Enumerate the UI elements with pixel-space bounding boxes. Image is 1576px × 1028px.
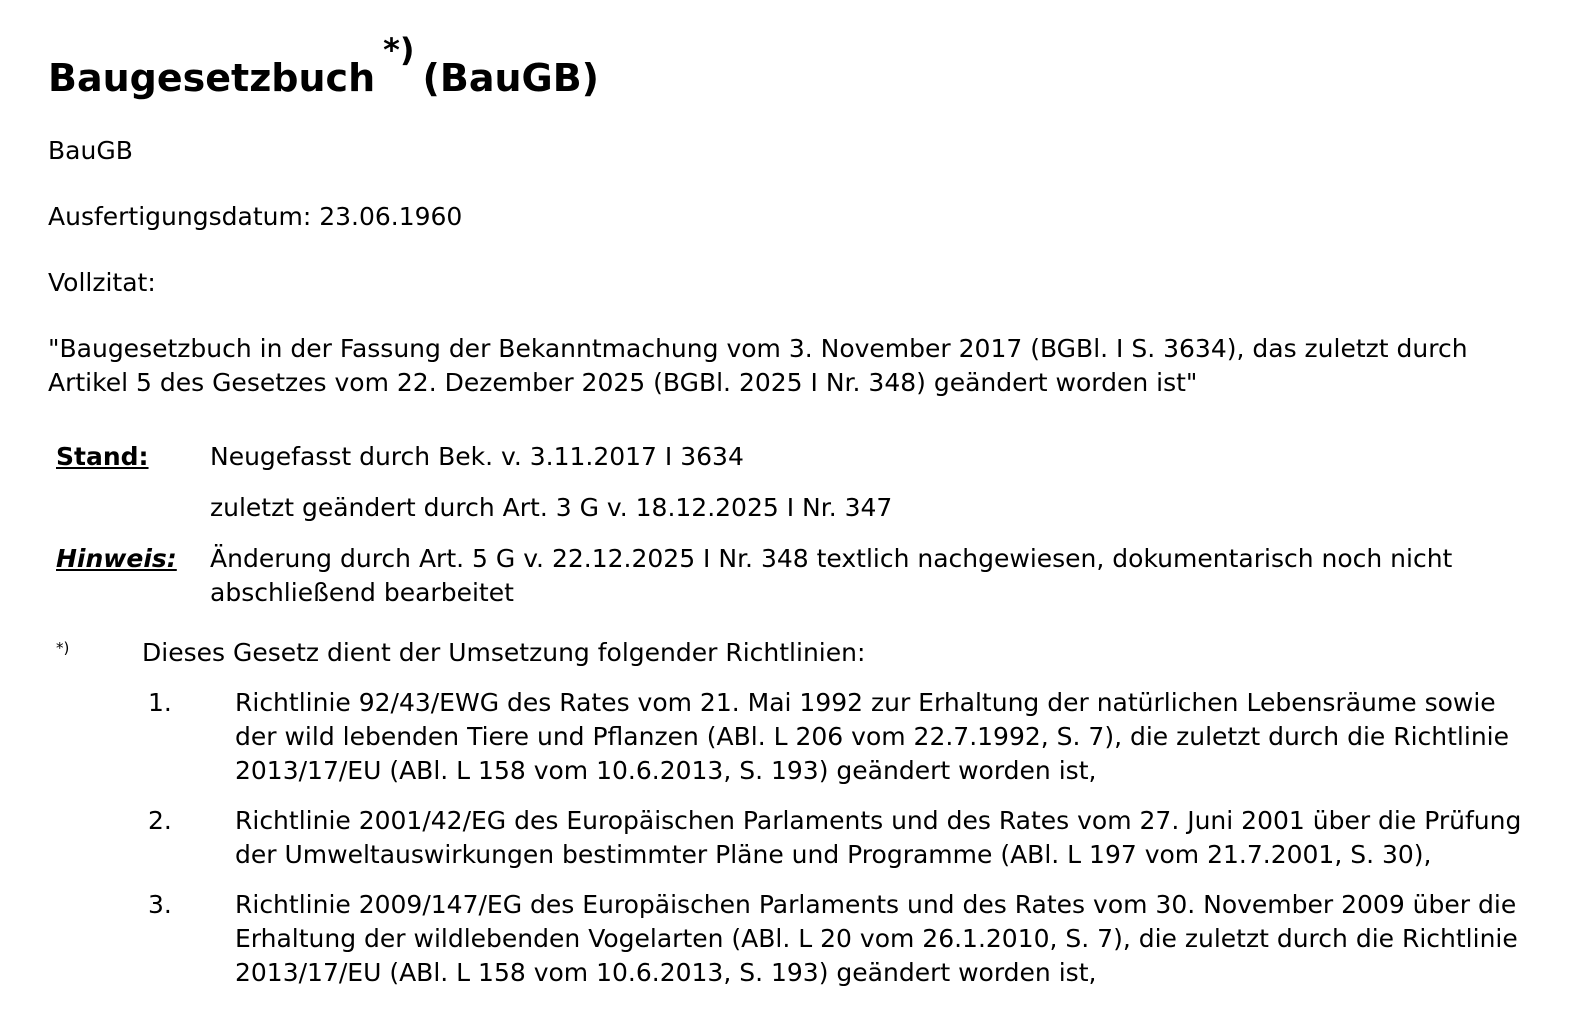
list-item-text: Richtlinie 2009/147/EG des Europäischen Parlaments und des Rates vom 30. November 2009 über die Erhaltung der wildlebenden Vogelarten (ABl. L 20 vom 26.1.2010, S. 7), die zuletzt durch die Richtlinie 2013/17/EU (ABl. L 158 vom 10.6.2013, S. 193) geändert worden ist, [235, 890, 1518, 987]
list-item-number: 3. [148, 890, 172, 919]
list-item-number: 2. [148, 806, 172, 835]
title-abbreviation: (BauGB) [422, 56, 600, 100]
hinweis-label: Hinweis: [56, 544, 177, 573]
stand-row-2 [56, 474, 1528, 525]
hinweis-text: Änderung durch Art. 5 G v. 22.12.2025 I Nr. 348 textlich nachgewiesen, dokumentarisch noch nicht abschließend bearbeitet [210, 544, 1453, 607]
footnote-marker: *) [56, 639, 70, 657]
list-item-text: Richtlinie 92/43/EWG des Rates vom 21. Mai 1992 zur Erhaltung der natürlichen Lebensräume sowie der wild lebenden Tiere und Pflanzen (ABl. L 206 vom 22.7.1992, S. 7), die zuletzt durch die Richtlinie 2013/17/EU (ABl. L 158 vom 10.6.2013, S. 193) geändert worden ist, [235, 688, 1509, 785]
stand-row [56, 440, 1528, 474]
document-title [48, 0, 1528, 126]
hinweis-row [56, 525, 1528, 610]
list-item-number: 1. [148, 688, 172, 717]
list-item [148, 686, 1528, 788]
title-footnote-marker[interactable]: *) [383, 31, 415, 69]
stand-table [56, 440, 1528, 610]
stand-label: Stand: [56, 442, 149, 471]
list-item [148, 804, 1528, 872]
law-abbreviation: BauGB [48, 136, 133, 165]
list-item-text: Richtlinie 2001/42/EG des Europäischen Parlaments und des Rates vom 27. Juni 2001 über die Prüfung der Umweltauswirkungen bestimmter Pläne und Programme (ABl. L 197 vom 21.7.2001, S. 30), [235, 806, 1522, 869]
stand-line-2: zuletzt geändert durch Art. 3 G v. 18.12.2025 I Nr. 347 [210, 493, 893, 522]
document-page [48, 0, 1528, 1006]
list-item [148, 888, 1528, 990]
vollzitat-text: "Baugesetzbuch in der Fassung der Bekanntmachung vom 3. November 2017 (BGBl. I S. 3634), das zuletzt durch Artikel 5 des Gesetzes vom 22. Dezember 2025 (BGBl. 2025 I Nr. 348) geändert worden ist" [48, 334, 1468, 397]
ausfertigungsdatum: Ausfertigungsdatum: 23.06.1960 [48, 202, 463, 231]
directive-list [148, 686, 1528, 990]
stand-empty-cell [56, 474, 210, 525]
vollzitat-label: Vollzitat: [48, 268, 156, 297]
footnote-intro: Dieses Gesetz dient der Umsetzung folgender Richtlinien: [142, 638, 866, 667]
stand-line-1: Neugefasst durch Bek. v. 3.11.2017 I 3634 [210, 442, 744, 471]
title-main: Baugesetzbuch [48, 56, 376, 100]
footnote [56, 636, 1528, 670]
